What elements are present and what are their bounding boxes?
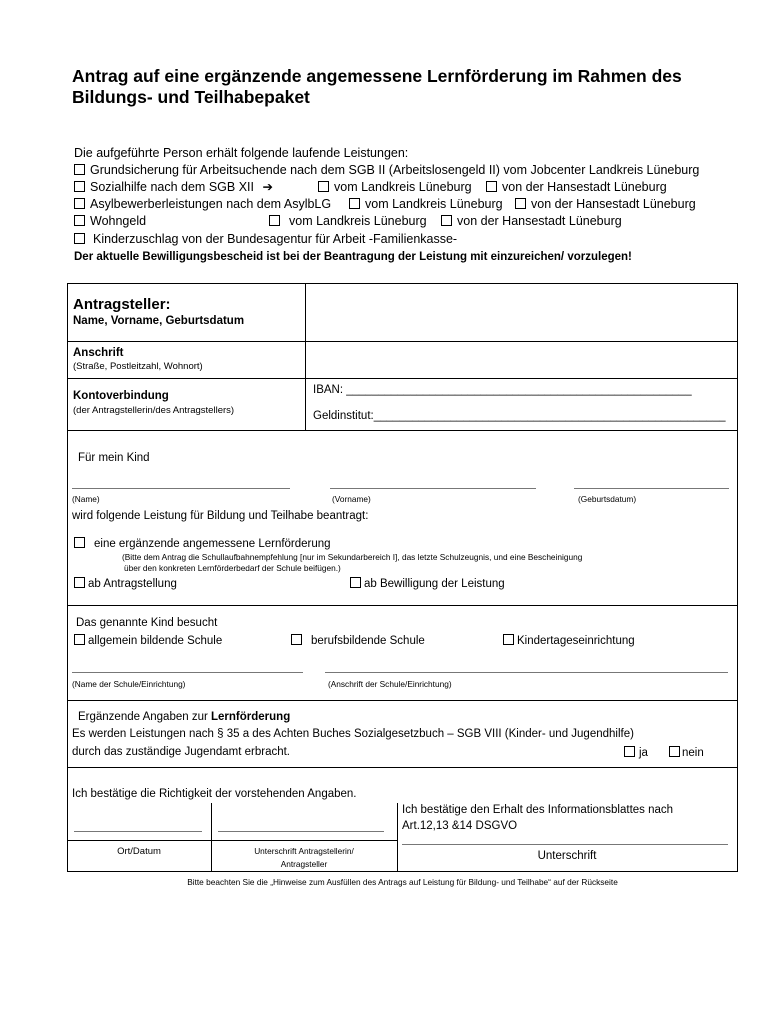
checkbox[interactable] [74, 215, 85, 226]
option-ab-antragstellung[interactable]: ab Antragstellung [74, 577, 177, 590]
option-ab-bewilligung[interactable]: ab Bewilligung der Leistung [350, 577, 505, 590]
school-address-line[interactable] [325, 672, 728, 673]
asyl-hansestadt[interactable]: von der Hansestadt Lüneburg [515, 197, 696, 212]
checkbox[interactable] [624, 746, 635, 757]
iban-field[interactable]: IBAN: ______________________________________________________ [313, 384, 692, 396]
page-title: Antrag auf eine ergänzende angemessene Lernförderung im Rahmen des Bildungs- und Teilhabepaket [72, 66, 682, 107]
address-label: Anschrift [73, 347, 124, 359]
checkbox[interactable] [74, 164, 85, 175]
option-vocational-school[interactable]: berufsbildende Schule [291, 634, 425, 647]
info-line2: Art.12,13 &14 DSGVO [402, 820, 518, 832]
option-asyl[interactable]: Asylbewerberleistungen nach dem AsylbLG [74, 197, 331, 212]
checkbox[interactable] [291, 634, 302, 645]
child-vorname-line[interactable] [330, 488, 536, 489]
attachment-note-line2: über den konkreten Lernförderbedarf der Schule beifügen.) [124, 563, 341, 573]
applicant-name-field[interactable] [306, 284, 736, 340]
intro-lead: Die aufgeführte Person erhält folgende laufende Leistungen: [74, 146, 409, 160]
checkbox[interactable] [318, 181, 329, 192]
info-signature-line[interactable] [402, 844, 728, 845]
sozialhilfe-hansestadt[interactable]: von der Hansestadt Lüneburg [486, 180, 667, 195]
info-signature-label: Unterschrift [537, 850, 597, 862]
checkbox[interactable] [441, 215, 452, 226]
child-birth-label: (Geburtsdatum) [578, 494, 637, 504]
option-nein[interactable]: nein [669, 746, 704, 759]
option-kinderzuschlag[interactable]: Kinderzuschlag von der Bundesagentur für Arbeit -Familienkasse- [74, 232, 457, 247]
applicant-heading: Antragsteller: [73, 296, 171, 313]
checkbox[interactable] [349, 198, 360, 209]
school-heading: Das genannte Kind besucht [76, 617, 218, 629]
checkbox[interactable] [515, 198, 526, 209]
notice-text: Der aktuelle Bewilligungsbescheid ist bei der Beantragung der Leistung mit einzureichen/ vorzulegen! [74, 251, 632, 263]
applicant-signature-label-line2: Antragsteller [280, 859, 328, 869]
applicant-signature-line[interactable] [218, 831, 384, 832]
bank-label: Kontoverbindung [73, 390, 169, 402]
option-grundsicherung[interactable]: Grundsicherung für Arbeitsuchende nach dem SGB II (Arbeitslosengeld II) vom Jobcenter Landkreis Lüneburg [74, 163, 699, 178]
extra-heading: Ergänzende Angaben zur Lernförderung [78, 711, 291, 723]
address-field[interactable] [306, 342, 736, 377]
child-name-line[interactable] [72, 488, 290, 489]
checkbox[interactable] [74, 537, 85, 548]
checkbox[interactable] [486, 181, 497, 192]
extra-line2: durch das zuständige Jugendamt erbracht. [72, 746, 290, 758]
wohngeld-hansestadt[interactable]: von der Hansestadt Lüneburg [441, 214, 622, 229]
applicant-signature-label-line1: Unterschrift Antragstellerin/ [254, 846, 354, 856]
checkbox[interactable] [74, 577, 85, 588]
checkbox[interactable] [503, 634, 514, 645]
wohngeld-landkreis[interactable]: vom Landkreis Lüneburg [269, 214, 427, 229]
checkbox[interactable] [74, 198, 85, 209]
place-date-line[interactable] [74, 831, 202, 832]
arrow-right-icon: ➔ [262, 180, 273, 194]
footer-note: Bitte beachten Sie die „Hinweise zum Ausfüllen des Antrags auf Leistung für Bildung- und Teilhabe“ auf der Rückseite [187, 877, 618, 887]
checkbox[interactable] [669, 746, 680, 757]
child-vorname-label: (Vorname) [332, 494, 371, 504]
option-sozialhilfe[interactable]: Sozialhilfe nach dem SGB XII ➔ [74, 180, 273, 195]
option-lernfoerderung[interactable]: eine ergänzende angemessene Lernförderung [74, 537, 331, 550]
school-address-label: (Anschrift der Schule/Einrichtung) [328, 679, 452, 689]
checkbox[interactable] [350, 577, 361, 588]
checkbox[interactable] [74, 634, 85, 645]
attachment-note-line1: (Bitte dem Antrag die Schullaufbahnempfehlung [nur im Sekundarbereich I], das letzte Schulzeugnis, und eine Bescheinigung [122, 552, 583, 562]
bank-hint: (der Antragstellerin/des Antragstellers) [73, 405, 235, 416]
child-heading: Für mein Kind [78, 452, 150, 464]
checkbox[interactable] [269, 215, 280, 226]
address-hint: (Straße, Postleitzahl, Wohnort) [73, 361, 203, 372]
child-request: wird folgende Leistung für Bildung und Teilhabe beantragt: [72, 510, 369, 522]
checkbox[interactable] [74, 181, 85, 192]
applicant-subheading: Name, Vorname, Geburtsdatum [73, 315, 245, 327]
child-name-label: (Name) [72, 494, 100, 504]
school-name-line[interactable] [72, 672, 303, 673]
child-birth-line[interactable] [574, 488, 729, 489]
checkbox[interactable] [74, 233, 85, 244]
school-name-label: (Name der Schule/Einrichtung) [72, 679, 186, 689]
option-ja[interactable]: ja [624, 746, 648, 759]
info-line1: Ich bestätige den Erhalt des Informationsblattes nach [402, 804, 674, 816]
bank-institute-field[interactable]: Geldinstitut:_______________________________________________________ [313, 410, 726, 422]
confirm-statement: Ich bestätige die Richtigkeit der vorstehenden Angaben. [72, 788, 357, 800]
asyl-landkreis[interactable]: vom Landkreis Lüneburg [349, 197, 503, 212]
place-date-label: Ort/Datum [117, 846, 161, 857]
option-general-school[interactable]: allgemein bildende Schule [74, 634, 222, 647]
sozialhilfe-landkreis[interactable]: vom Landkreis Lüneburg [318, 180, 472, 195]
option-wohngeld[interactable]: Wohngeld [74, 214, 146, 229]
extra-line1: Es werden Leistungen nach § 35 a des Achten Buches Sozialgesetzbuch – SGB VIII (Kinder- und Jugendhilfe) [72, 728, 634, 740]
option-daycare[interactable]: Kindertageseinrichtung [503, 634, 635, 647]
